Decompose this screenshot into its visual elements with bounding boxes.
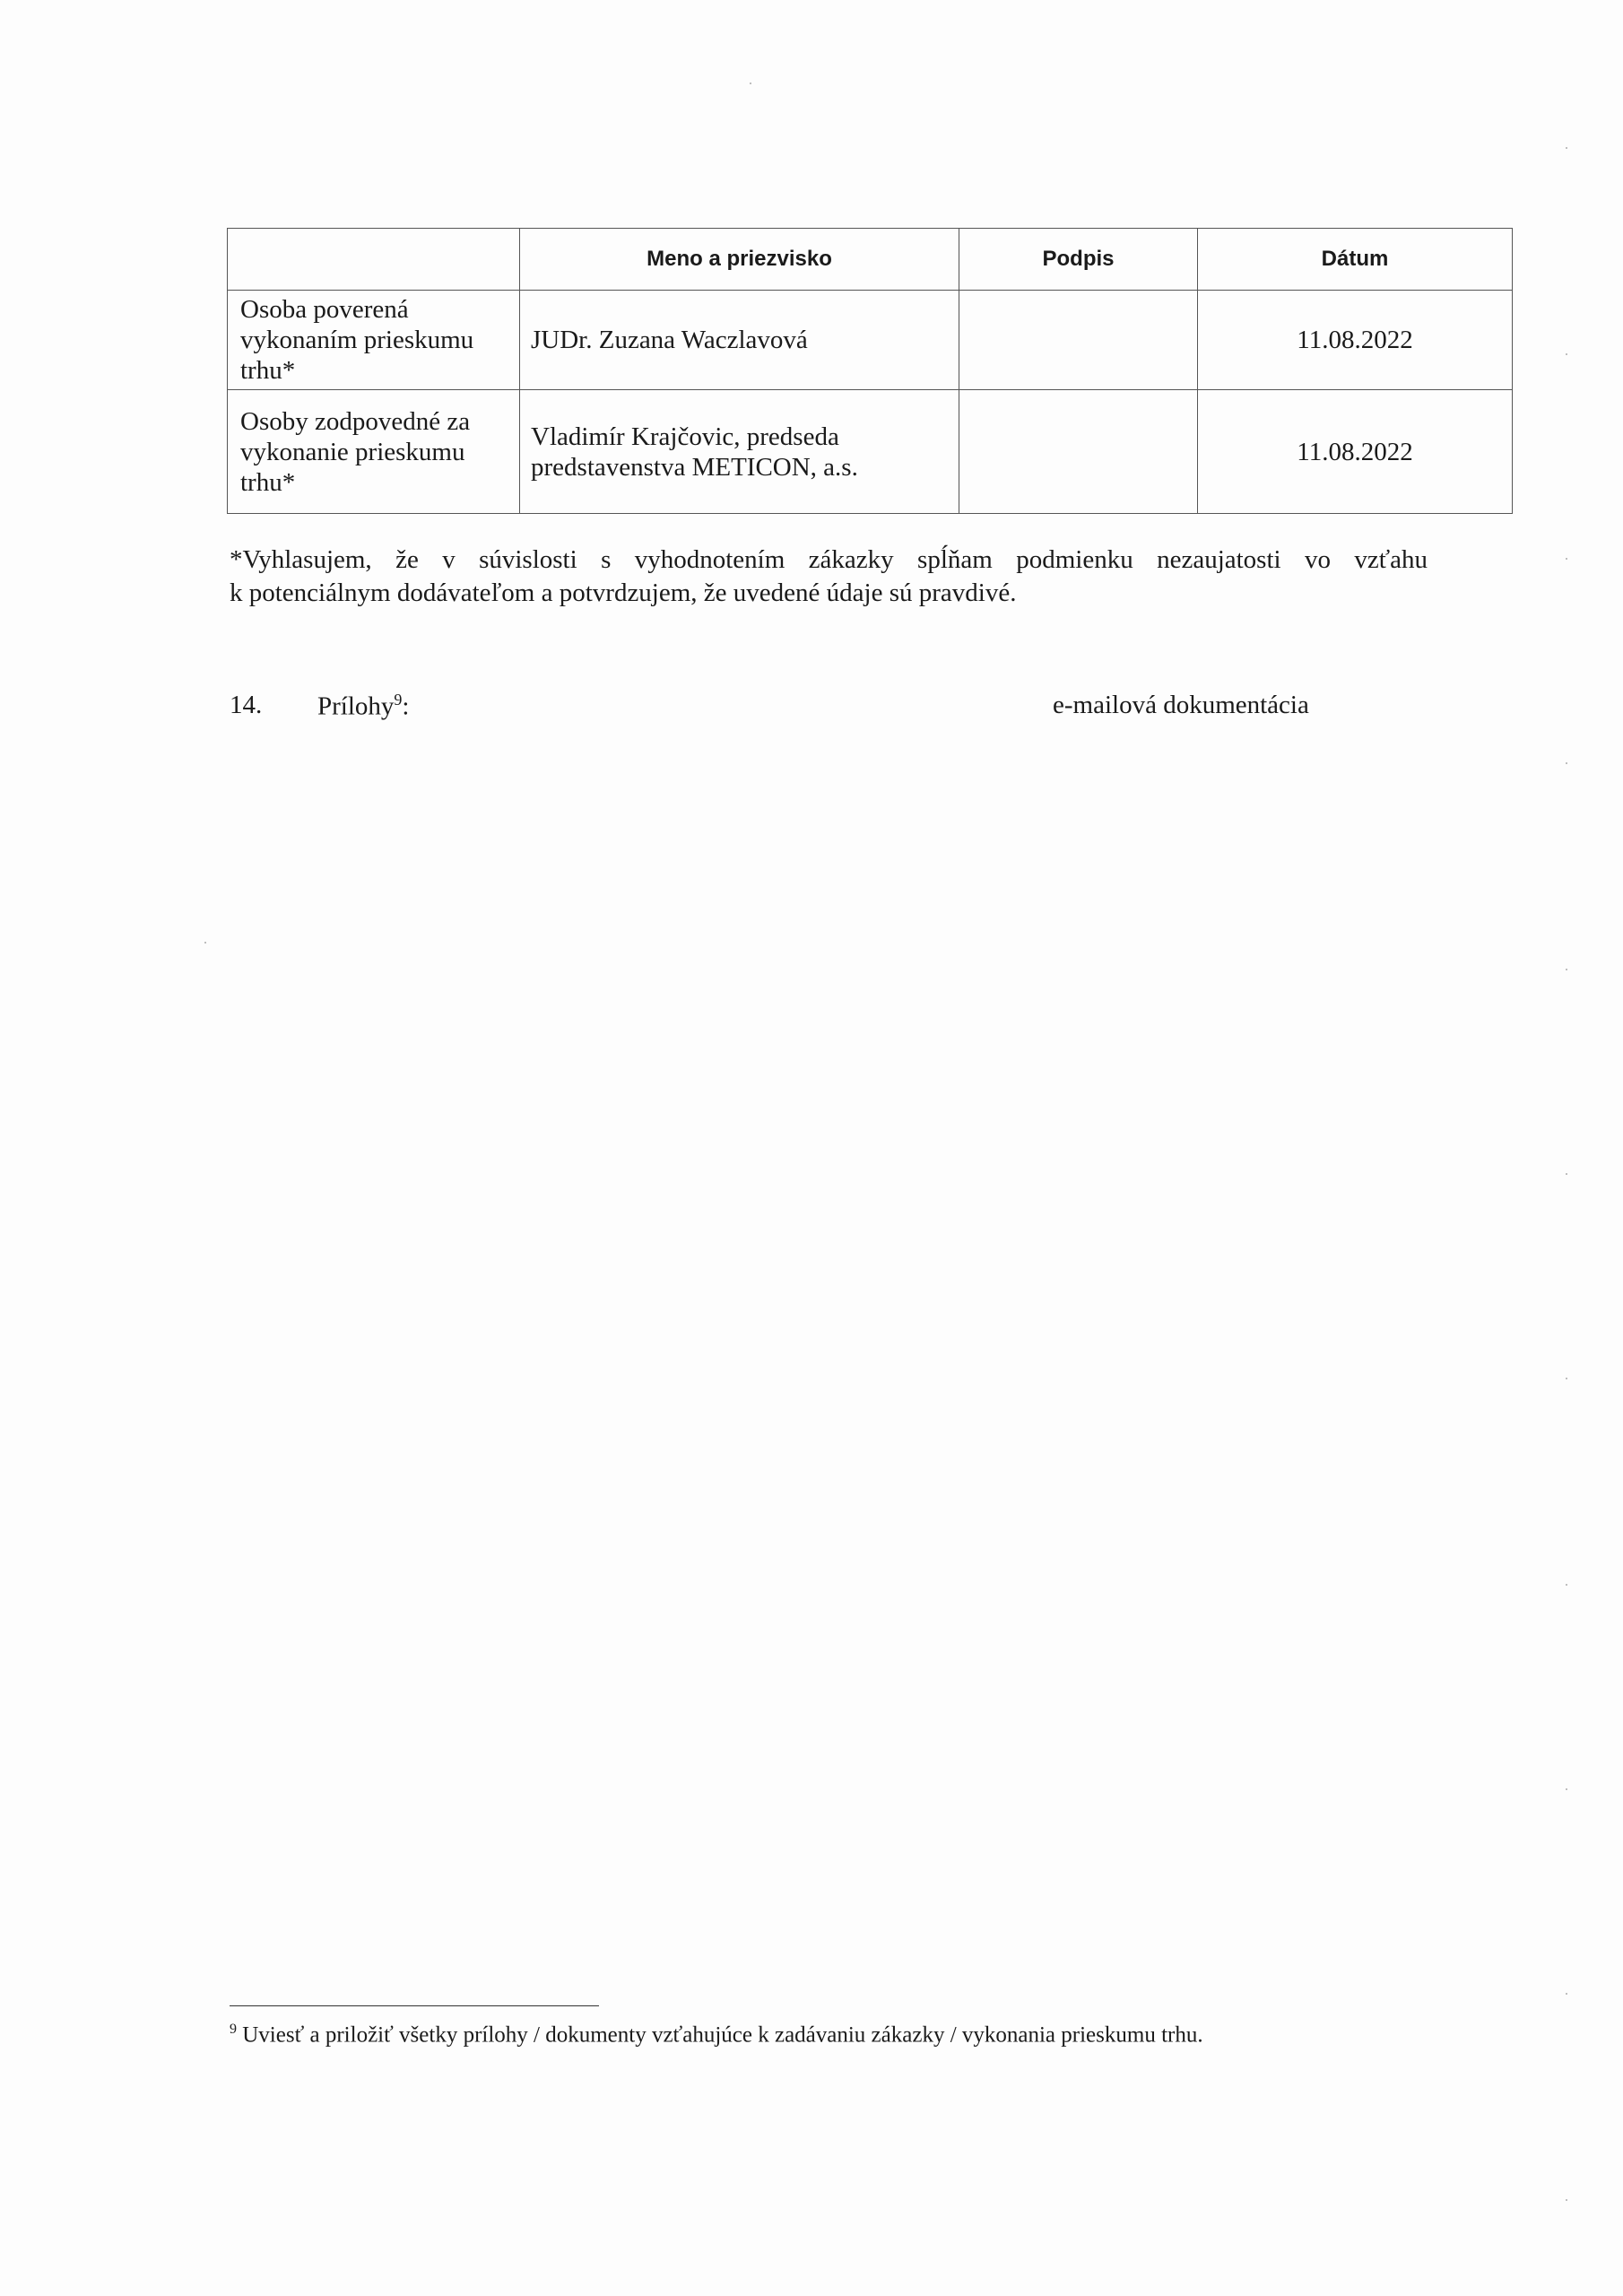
row-date: 11.08.2022 (1198, 390, 1513, 514)
attachments-value: e-mailová dokumentácia (1053, 691, 1309, 719)
row-name: JUDr. Zuzana Waczlavová (520, 291, 959, 390)
scan-speck (1566, 762, 1567, 764)
scan-speck (1566, 1378, 1567, 1379)
row-role: Osoba poverená vykonaním prieskumu trhu* (228, 291, 520, 390)
row-role: Osoby zodpovedné za vykonanie prieskumu trhu* (228, 390, 520, 514)
scan-speck (1566, 558, 1567, 560)
section-number: 14. (230, 691, 263, 719)
scan-speck (1566, 2199, 1567, 2201)
declaration-line-2: k potenciálnym dodávateľom a potvrdzujem, že uvedené údaje sú pravdivé. (230, 578, 1017, 607)
scan-speck (1566, 353, 1567, 355)
footnote-text: Uviesť a priložiť všetky prílohy / dokumenty vzťahujúce k zadávaniu zákazky / vykonania prieskumu trhu. (242, 2022, 1203, 2048)
scan-speck (1566, 147, 1567, 149)
row-signature (959, 291, 1198, 390)
row-date: 11.08.2022 (1198, 291, 1513, 390)
footnote-separator (230, 2005, 599, 2006)
scan-speck (204, 942, 206, 944)
header-signature: Podpis (959, 229, 1198, 291)
footnote (230, 2022, 1203, 2048)
attachments-label-text: Prílohy (317, 691, 395, 721)
header-name: Meno a priezvisko (520, 229, 959, 291)
scan-speck (1566, 1993, 1567, 1995)
header-date: Dátum (1198, 229, 1513, 291)
attachments-label (317, 691, 409, 722)
scan-speck (1566, 1584, 1567, 1586)
scan-speck (1566, 1788, 1567, 1790)
scan-speck (1566, 1173, 1567, 1175)
footnote-reference: 9 (394, 691, 403, 709)
table-row (228, 291, 1513, 390)
declaration-line-1: *Vyhlasujem, že v súvislosti s vyhodnotením zákazky spĺňam podmienku nezaujatosti vo vzťahu (230, 545, 1428, 574)
declaration-paragraph (230, 544, 1428, 610)
scan-speck (1566, 969, 1567, 970)
table-header-row (228, 229, 1513, 291)
table-row (228, 390, 1513, 514)
row-name: Vladimír Krajčovic, predseda predstavenstva METICON, a.s. (520, 390, 959, 514)
row-signature (959, 390, 1198, 514)
attachments-colon: : (402, 691, 410, 721)
footnote-number: 9 (230, 2022, 237, 2037)
signature-table (227, 228, 1513, 514)
scan-speck (750, 83, 751, 84)
header-empty (228, 229, 520, 291)
